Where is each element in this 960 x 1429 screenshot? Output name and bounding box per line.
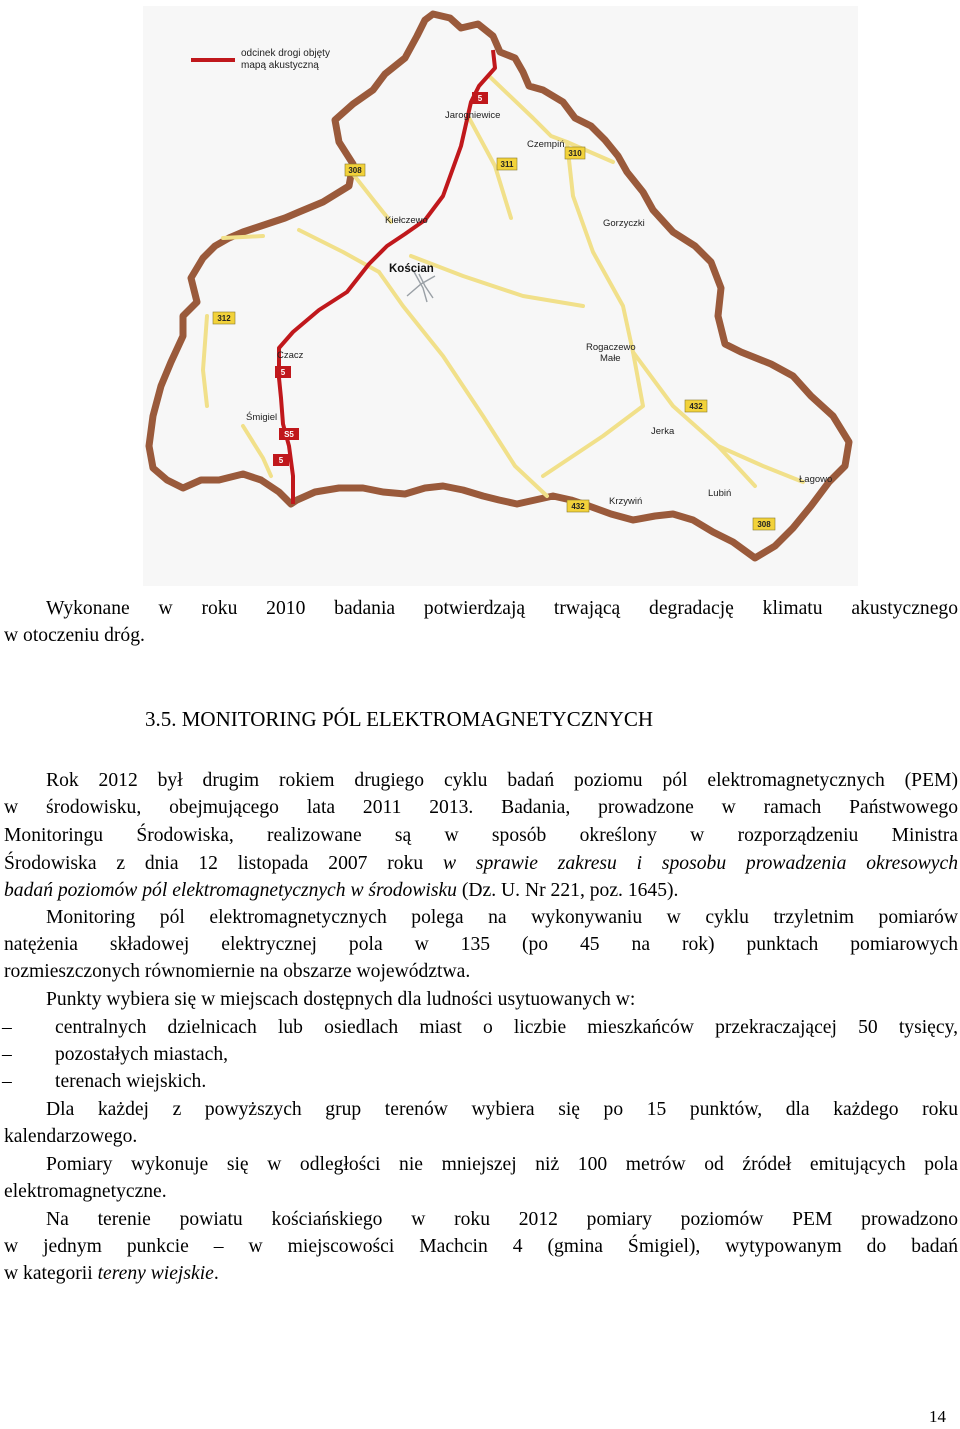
- p5-line-1: Pomiary wykonuje się w odległości nie mniejszej niż 100 metrów od źródeł emitujących pola: [46, 1154, 958, 1175]
- bullet-1: centralnych dzielnicach lub osiedlach miast o liczbie mieszkańców przekraczającej 50 tysięcy,: [55, 1017, 958, 1038]
- p1-line-4-plain: Środowiska z dnia 12 listopada 2007 roku: [4, 853, 443, 874]
- road-badge-311: [497, 158, 517, 170]
- road-badge-5-czacz: [275, 366, 291, 378]
- svg-text:5: 5: [278, 456, 284, 465]
- p1-line-5-plain: (Dz. U. Nr 221, poz. 1645).: [456, 880, 679, 901]
- p1-line-4: [4, 850, 958, 877]
- p2-line-3: rozmieszczonych równomiernie na obszarze województwa.: [4, 961, 471, 982]
- p3-line-1: Punkty wybiera się w miejscach dostępnych dla ludności usytuowanych w:: [46, 989, 636, 1010]
- road-badge-5-south: [273, 454, 289, 466]
- p2-line-2: natężenia składowej elektrycznej pola w 135 (po 45 na rok) punktach pomiarowych: [4, 934, 958, 955]
- label-lagowo: Łagowo: [799, 474, 833, 485]
- bullet-3: terenach wiejskich.: [55, 1071, 207, 1092]
- svg-text:308: 308: [348, 166, 362, 175]
- road-badge-432-south: [567, 500, 589, 512]
- p1-line-4-italic: w sprawie zakresu i sposobu prowadzenia okresowych: [442, 853, 958, 874]
- p1-line-1: Rok 2012 był drugim rokiem drugiego cyklu badań poziomu pól elektromagnetycznych (PEM): [46, 770, 958, 791]
- p6-line-2: w jednym punkcie – w miejscowości Machcin 4 (gmina Śmigiel), wytypowanym do badań: [4, 1236, 958, 1257]
- label-czempin: Czempiń: [527, 139, 565, 150]
- svg-text:308: 308: [757, 520, 771, 529]
- p1-line-2: w środowisku, obejmującego lata 2011 2013. Badania, prowadzone w ramach Państwowego: [4, 797, 958, 818]
- bullet-2: pozostałych miastach,: [55, 1044, 229, 1065]
- bullet-dash-2: –: [2, 1044, 12, 1065]
- label-jerka: Jerka: [651, 426, 675, 437]
- p2-line-1: Monitoring pól elektromagnetycznych polega na wykonywaniu w cyklu trzyletnim pomiarów: [46, 907, 958, 928]
- label-gorzyczki: Gorzyczki: [603, 218, 645, 229]
- label-jarogniewice: Jarogniewice: [445, 110, 501, 121]
- p6-line-3: [4, 1260, 219, 1287]
- svg-text:432: 432: [689, 402, 703, 411]
- road-badge-312: [213, 312, 235, 324]
- p1-line-5: [4, 877, 678, 904]
- svg-text:5: 5: [280, 368, 286, 377]
- section-heading: 3.5. MONITORING PÓL ELEKTROMAGNETYCZNYCH: [145, 707, 654, 731]
- label-lubin: Lubiń: [708, 488, 732, 499]
- label-rogaczewo: Rogaczewo Małe: [586, 342, 636, 364]
- p1-line-5-italic: badań poziomów pól elektromagnetycznych w środowisku: [4, 880, 457, 901]
- p1-line-3: Monitoringu Środowiska, realizowane są w sposób określony w rozporządzeniu Ministra: [4, 825, 958, 846]
- road-badge-s5: [279, 428, 299, 440]
- road-badge-5-north: [472, 92, 488, 104]
- bullet-dash-3: –: [2, 1071, 12, 1092]
- p4-line-2: kalendarzowego.: [4, 1126, 138, 1147]
- svg-text:310: 310: [568, 149, 582, 158]
- svg-text:5: 5: [477, 94, 483, 103]
- page-number: 14: [929, 1407, 946, 1426]
- intro-line-1: Wykonane w roku 2010 badania potwierdzają trwającą degradację klimatu akustycznego: [46, 598, 958, 619]
- svg-text:432: 432: [571, 502, 585, 511]
- svg-text:311: 311: [500, 160, 514, 169]
- road-badge-308-south: [753, 518, 775, 530]
- p5-line-2: elektromagnetyczne.: [4, 1181, 167, 1202]
- road-badge-308-nw: [345, 164, 365, 176]
- label-krzywin: Krzywiń: [609, 496, 643, 507]
- legend-label: odcinek drogi objęty mapą akustyczną: [241, 48, 330, 71]
- svg-text:S5: S5: [284, 430, 294, 439]
- label-smigiel: Śmigiel: [246, 412, 278, 423]
- p6-line-3-italic: tereny wiejskie: [97, 1263, 214, 1284]
- road-badge-310: [565, 147, 585, 159]
- intro-line-2: w otoczeniu dróg.: [4, 625, 145, 646]
- p6-line-1: Na terenie powiatu kościańskiego w roku 2012 pomiary poziomów PEM prowadzono: [46, 1209, 958, 1230]
- road-badge-432-east: [685, 400, 707, 412]
- label-koscian: Kościan: [389, 263, 434, 275]
- p4-line-1: Dla każdej z powyższych grup terenów wybiera się po 15 punktów, dla każdego roku: [46, 1099, 958, 1120]
- label-kielczewo: Kiełczewo: [385, 215, 428, 226]
- bullet-dash-1: –: [2, 1017, 12, 1038]
- district-road-map: [143, 6, 858, 586]
- svg-text:312: 312: [217, 314, 231, 323]
- p6-line-3-period: .: [213, 1263, 219, 1284]
- label-czacz: Czacz: [277, 350, 304, 361]
- p6-line-3-plain: w kategorii: [4, 1263, 98, 1284]
